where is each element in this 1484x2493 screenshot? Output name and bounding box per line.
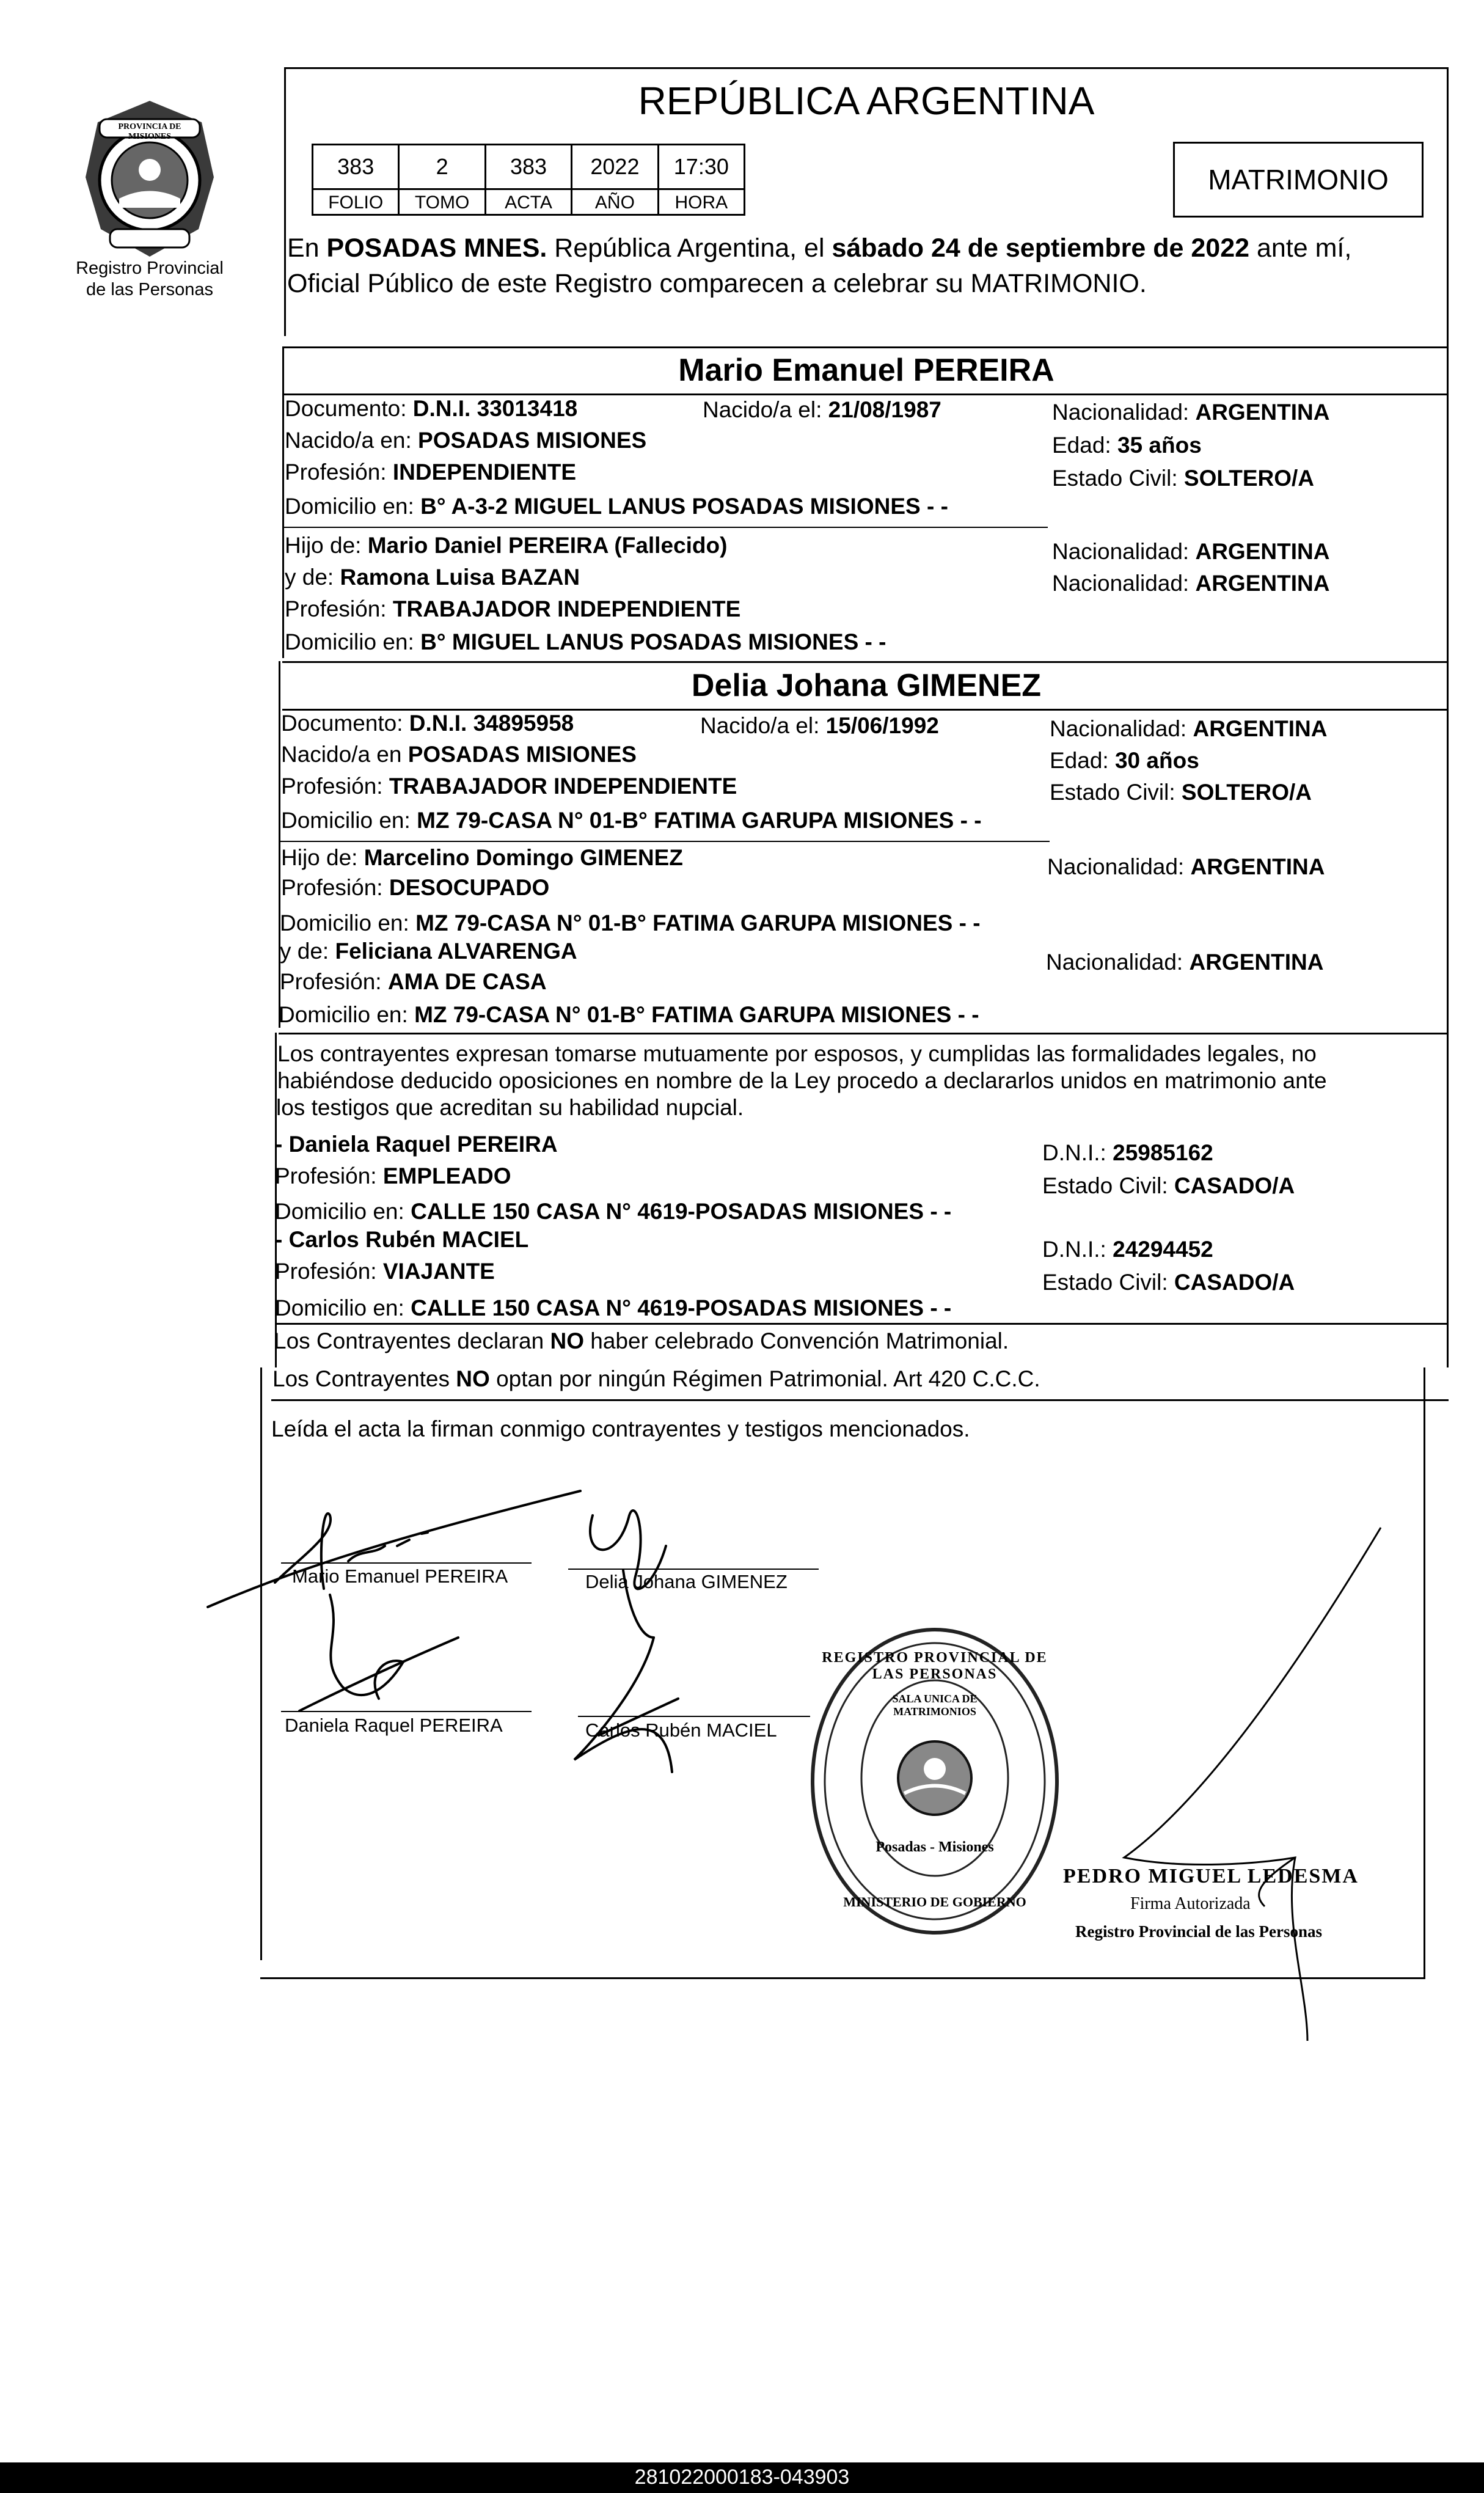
spouse2-mother-nationality: Nacionalidad: ARGENTINA <box>1046 950 1324 975</box>
spouse2-age: Edad: 30 años <box>1050 748 1199 773</box>
anio-label: AÑO <box>572 190 659 216</box>
document-title: REPÚBLICA ARGENTINA <box>638 79 1095 123</box>
spouse1-civil-status: Estado Civil: SOLTERO/A <box>1052 466 1315 491</box>
spouse1-father-nationality: Nacionalidad: ARGENTINA <box>1052 539 1330 564</box>
convention-note: Los Contrayentes declaran NO haber celebrado Convención Matrimonial. <box>274 1328 1009 1353</box>
act-type-box: MATRIMONIO <box>1173 142 1424 218</box>
witness2-profession: Profesión: VIAJANTE <box>275 1259 495 1284</box>
row-divider <box>280 841 1050 842</box>
spouse1-document: Documento: D.N.I. 33013418 <box>285 396 578 421</box>
frame-bottom <box>260 1977 1425 1979</box>
witness2-dni: D.N.I.: 24294452 <box>1042 1237 1213 1262</box>
declaration-line1: Los contrayentes expresan tomarse mutuamente por esposos, y cumplidas las formalidades legales, no <box>277 1041 1317 1066</box>
tomo-value: 2 <box>400 145 486 188</box>
acta-value: 383 <box>486 145 572 188</box>
hora-label: HORA <box>674 192 728 213</box>
regime-note: Los Contrayentes NO optan por ningún Régimen Patrimonial. Art 420 C.C.C. <box>272 1366 1040 1391</box>
spouse1-mother: y de: Ramona Luisa BAZAN <box>285 565 580 590</box>
spouse1-birthdate: Nacido/a el: 21/08/1987 <box>703 397 941 422</box>
spouse1-name: Mario Emanuel PEREIRA <box>678 353 1055 388</box>
acta-label: ACTA <box>486 190 572 216</box>
spouse2-civil-status: Estado Civil: SOLTERO/A <box>1050 780 1312 805</box>
spouse2-father-address: Domicilio en: MZ 79-CASA N° 01-B° FATIMA GARUPA MISIONES - - <box>280 910 981 935</box>
signature-caption-witness1: Daniela Raquel PEREIRA <box>285 1715 503 1736</box>
witness1-civil-status: Estado Civil: CASADO/A <box>1042 1173 1295 1198</box>
section-divider <box>284 394 1449 395</box>
declaration-line2: habiéndose deducido oposiciones en nombre de la Ley procedo a declararlos unidos en matrimonio ante <box>277 1068 1327 1093</box>
spouse2-name: Delia Johana GIMENEZ <box>691 668 1042 703</box>
official-signature <box>1112 1515 1393 2053</box>
spouse2-birthdate: Nacido/a el: 15/06/1992 <box>700 713 939 738</box>
seal-inner-text: SALA UNICA DE MATRIMONIOS <box>892 1693 978 1718</box>
spouse2-address: Domicilio en: MZ 79-CASA N° 01-B° FATIMA GARUPA MISIONES - - <box>281 808 982 833</box>
spouse1-father: Hijo de: Mario Daniel PEREIRA (Fallecido) <box>285 533 728 558</box>
witness1-name: - Daniela Raquel PEREIRA <box>275 1132 558 1157</box>
tomo-label: TOMO <box>400 190 486 216</box>
signature-caption-spouse1: Mario Emanuel PEREIRA <box>292 1565 508 1587</box>
logo-caption-line1: Registro Provincial <box>76 258 224 278</box>
spouse2-document: Documento: D.N.I. 34895958 <box>281 711 574 736</box>
section-divider <box>279 1033 1449 1034</box>
witness1-profession: Profesión: EMPLEADO <box>275 1163 511 1188</box>
spouse1-nationality: Nacionalidad: ARGENTINA <box>1052 400 1330 425</box>
folio-value: 383 <box>313 145 400 188</box>
spouse1-age: Edad: 35 años <box>1052 433 1202 458</box>
spouse1-birthplace: Nacido/a en: POSADAS MISIONES <box>285 428 647 453</box>
logo-caption-line2: de las Personas <box>86 280 213 299</box>
spouse1-parents-profession: Profesión: TRABAJADOR INDEPENDIENTE <box>285 596 741 621</box>
row-divider <box>284 527 1048 528</box>
spouse2-father: Hijo de: Marcelino Domingo GIMENEZ <box>281 845 683 870</box>
intro-line2: Oficial Público de este Registro comparecen a celebrar su MATRIMONIO. <box>287 269 1147 298</box>
signature-caption-witness2: Carlos Rubén MACIEL <box>585 1719 777 1741</box>
witness1-dni: D.N.I.: 25985162 <box>1042 1140 1213 1165</box>
anio-value: 2022 <box>572 145 659 188</box>
seal-city-text: Posadas - Misiones <box>875 1839 994 1855</box>
spouse2-profession: Profesión: TRABAJADOR INDEPENDIENTE <box>281 774 737 799</box>
witness1-address: Domicilio en: CALLE 150 CASA N° 4619-POSADAS MISIONES - - <box>275 1199 952 1224</box>
witness2-address: Domicilio en: CALLE 150 CASA N° 4619-POSADAS MISIONES - - <box>275 1295 952 1320</box>
logo-ring-text: PROVINCIA DE MISIONES <box>118 122 181 141</box>
spouse2-mother-profession: Profesión: AMA DE CASA <box>280 969 547 994</box>
read-note: Leída el acta la firman conmigo contrayentes y testigos mencionados. <box>271 1416 970 1441</box>
spouse1-mother-nationality: Nacionalidad: ARGENTINA <box>1052 571 1330 596</box>
spouse2-mother-address: Domicilio en: MZ 79-CASA N° 01-B° FATIMA GARUPA MISIONES - - <box>279 1002 979 1027</box>
signature-caption-spouse2: Delia Johana GIMENEZ <box>585 1571 788 1592</box>
spouse2-father-profession: Profesión: DESOCUPADO <box>281 875 550 900</box>
spouse1-address: Domicilio en: B° A-3-2 MIGUEL LANUS POSADAS MISIONES - - <box>285 494 948 519</box>
intro-date: sábado 24 de septiembre de 2022 <box>832 233 1250 263</box>
official-name: PEDRO MIGUEL LEDESMA <box>1063 1865 1359 1887</box>
witness2-name: - Carlos Rubén MACIEL <box>275 1227 529 1252</box>
spouse1-profession: Profesión: INDEPENDIENTE <box>285 459 577 485</box>
seal-outer-text: REGISTRO PROVINCIAL DE LAS PERSONAS <box>822 1650 1048 1682</box>
witness2-civil-status: Estado Civil: CASADO/A <box>1042 1270 1295 1295</box>
frame-right <box>1447 67 1449 1367</box>
official-office: Registro Provincial de las Personas <box>1075 1922 1322 1941</box>
spouse2-birthplace: Nacido/a en POSADAS MISIONES <box>281 742 637 767</box>
hora-value: 17:30 <box>673 154 729 179</box>
spouse2-mother: y de: Feliciana ALVARENGA <box>280 939 577 964</box>
footer-code: 281022000183-043903 <box>634 2466 850 2489</box>
intro-place: POSADAS MNES. <box>326 233 547 263</box>
frame-right-base <box>1424 1367 1425 1979</box>
handwritten-signatures <box>202 1454 886 1821</box>
frame-top <box>284 67 1449 69</box>
intro-line1: En POSADAS MNES. República Argentina, el sábado 24 de septiembre de 2022 ante mí, <box>287 233 1352 263</box>
section-divider <box>284 346 1449 348</box>
official-role: Firma Autorizada <box>1130 1894 1251 1913</box>
seal-bottom-text: MINISTERIO DE GOBIERNO <box>843 1894 1026 1909</box>
spouse1-parents-address: Domicilio en: B° MIGUEL LANUS POSADAS MISIONES - - <box>285 629 886 654</box>
declaration-line3: los testigos que acreditan su habilidad nupcial. <box>276 1095 744 1120</box>
section-divider <box>282 661 1449 663</box>
spouse2-nationality: Nacionalidad: ARGENTINA <box>1050 716 1328 741</box>
spouse2-father-nationality: Nacionalidad: ARGENTINA <box>1047 854 1325 879</box>
section-divider <box>271 1399 1449 1401</box>
act-number-grid <box>312 144 745 216</box>
section-divider <box>275 1323 1449 1325</box>
folio-label: FOLIO <box>313 190 400 216</box>
